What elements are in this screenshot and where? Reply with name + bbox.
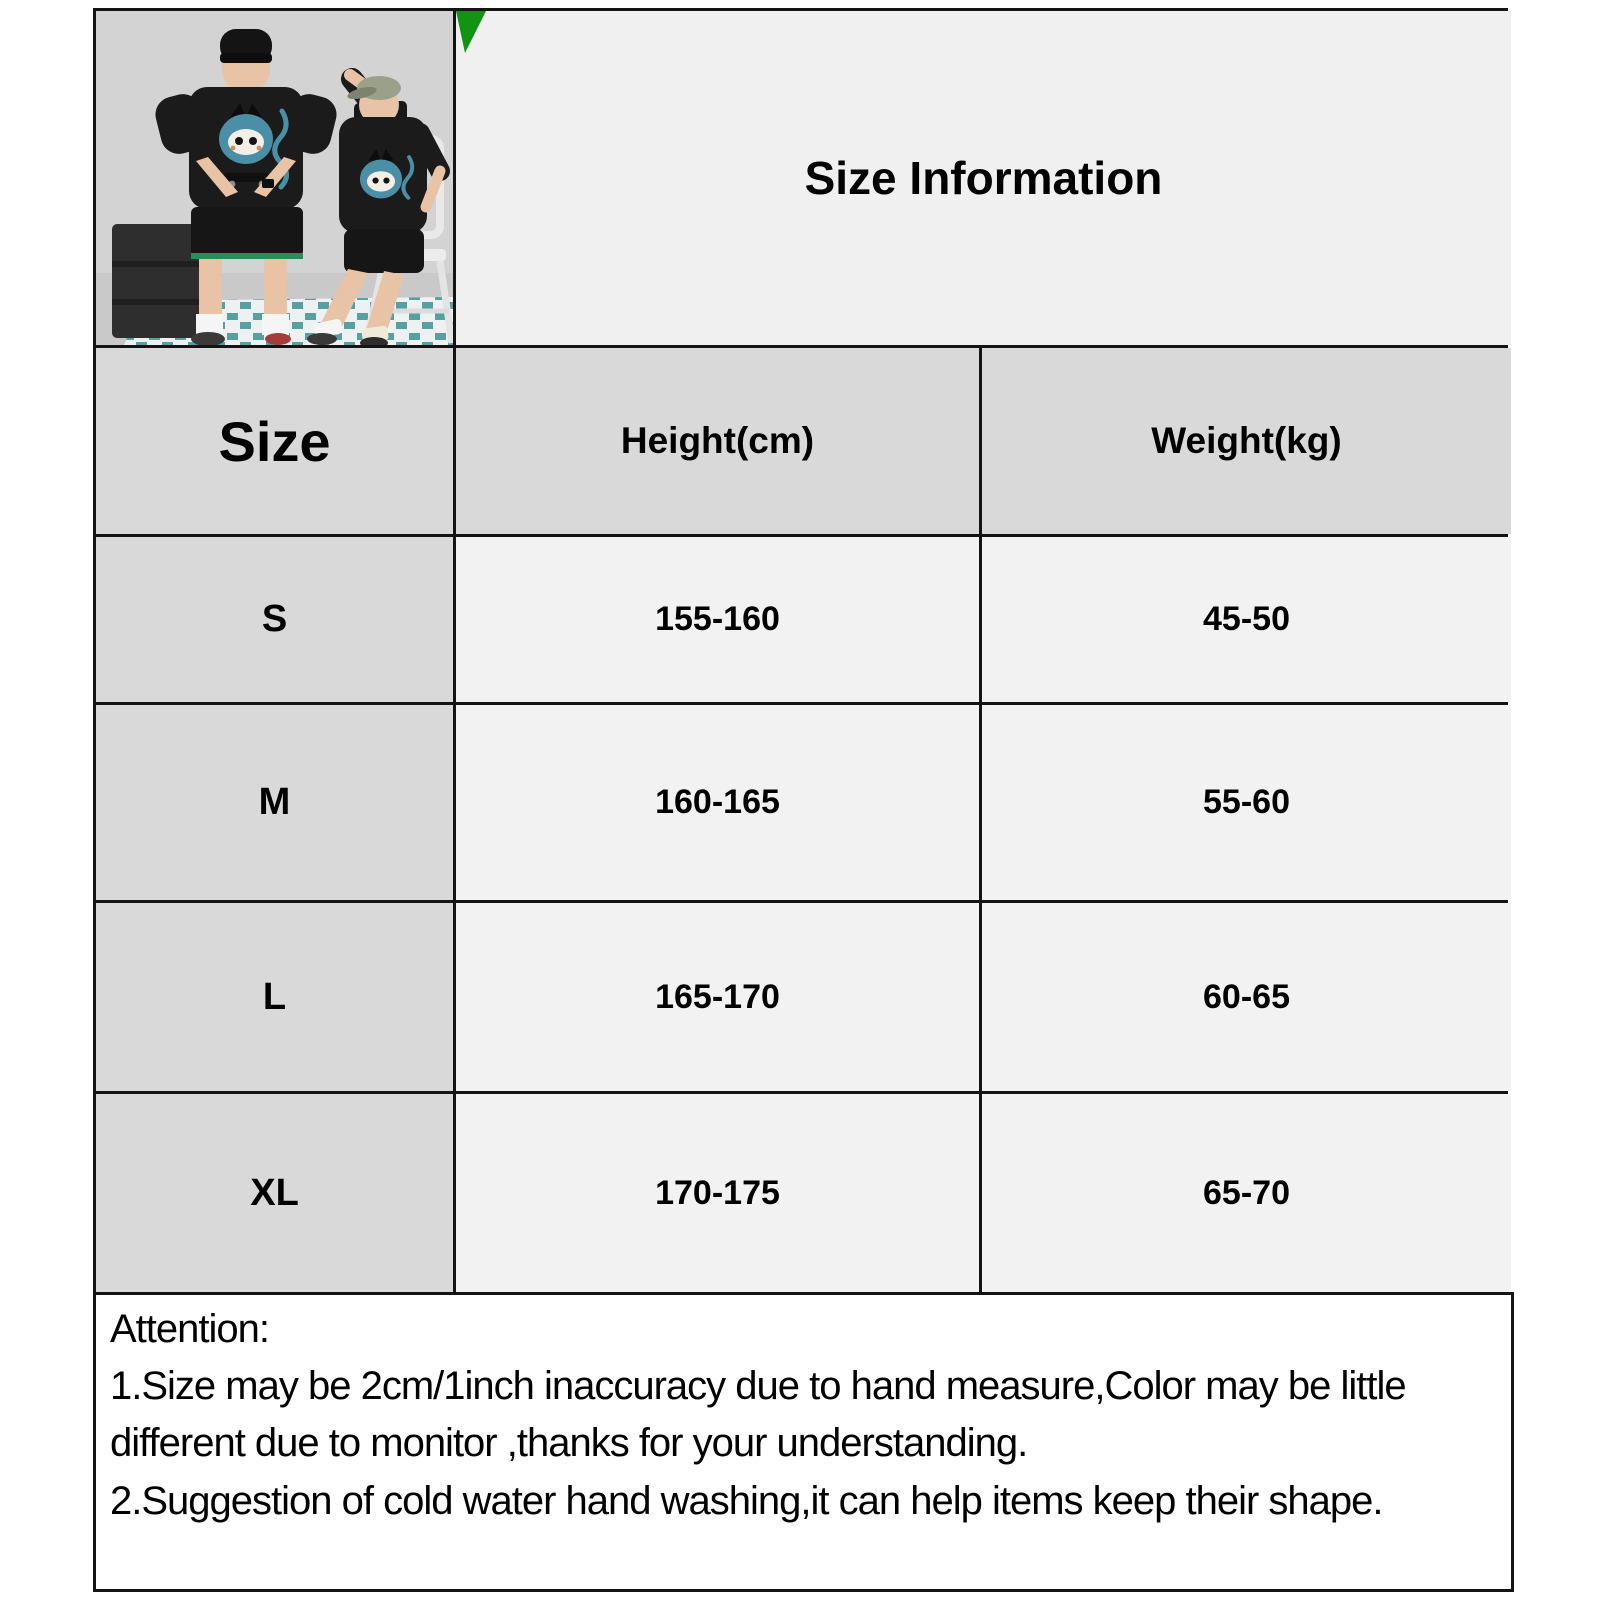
height-value-xl: 170-175 xyxy=(456,1094,979,1292)
comment-corner-marker-icon xyxy=(456,11,486,53)
weight-value-s: 45-50 xyxy=(982,537,1511,702)
table-title-cell xyxy=(456,11,1511,345)
weight-value-xl: 65-70 xyxy=(982,1094,1511,1292)
product-photo-illustration xyxy=(96,11,453,345)
column-header-size: Size xyxy=(96,348,453,534)
column-header-height: Height(cm) xyxy=(456,348,979,534)
table-title: Size Information xyxy=(804,152,1163,204)
weight-value-l: 60-65 xyxy=(982,903,1511,1091)
row-label-l: L xyxy=(96,903,453,1091)
weight-value-m: 55-60 xyxy=(982,705,1511,900)
row-label-xl: XL xyxy=(96,1094,453,1292)
height-value-s: 155-160 xyxy=(456,537,979,702)
size-chart-sheet xyxy=(93,8,1514,1592)
row-label-s: S xyxy=(96,537,453,702)
product-photo xyxy=(96,11,453,345)
attention-note-2: 2.Suggestion of cold water hand washing,it can help items keep their shape. xyxy=(110,1478,1383,1523)
row-label-m: M xyxy=(96,705,453,900)
height-value-m: 160-165 xyxy=(456,705,979,900)
attention-note-1: 1.Size may be 2cm/1inch inaccuracy due to hand measure,Color may be little different due to monitor ,thanks for your understanding. xyxy=(110,1364,1406,1466)
attention-box xyxy=(93,1292,1514,1592)
size-table xyxy=(93,8,1508,1295)
attention-heading: Attention: xyxy=(110,1307,270,1351)
column-header-weight: Weight(kg) xyxy=(982,348,1511,534)
height-value-l: 165-170 xyxy=(456,903,979,1091)
